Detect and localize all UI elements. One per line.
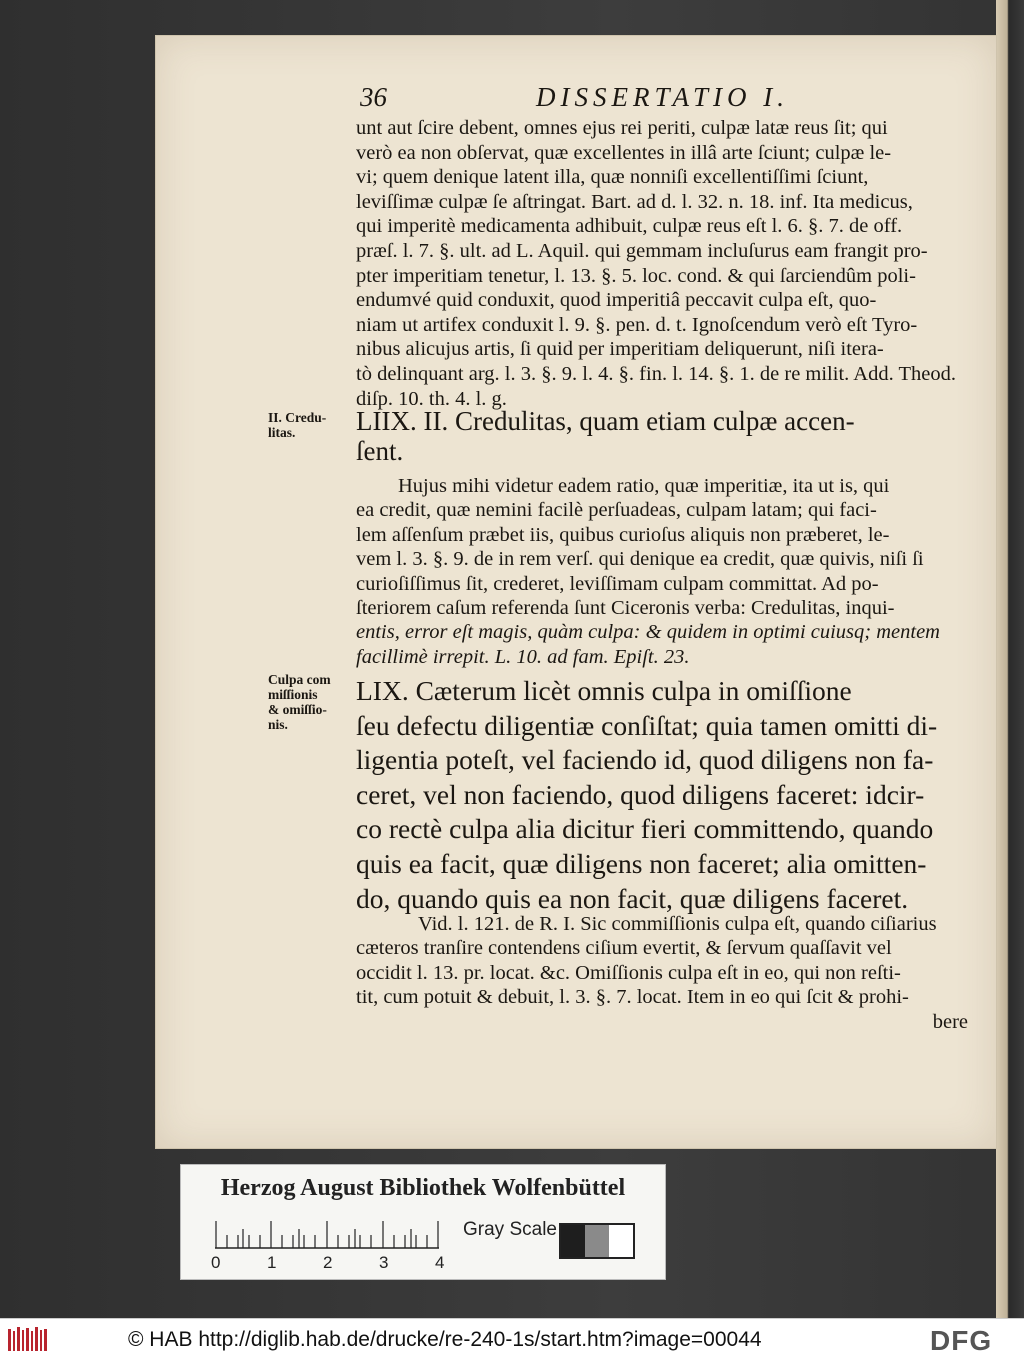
text-line: leviſſimæ culpæ ſe aſtringat. Bart. ad d. l. 32. n. 18. inf. Ita medicus, [356, 190, 913, 213]
heading-line: ligentia poteſt, vel faciendo id, quod diligens non fa- [356, 744, 934, 776]
text-line: verò ea non obſervat, quæ excellentes in illâ arte ſciunt; culpæ le- [356, 141, 892, 164]
margin-note-line: Culpa com [268, 672, 331, 687]
library-color-card [180, 1164, 666, 1280]
ruler-number: 1 [267, 1253, 277, 1272]
margin-note-line: litas. [268, 425, 296, 440]
heading-line: LIIX. II. Credulitas, quam etiam culpæ accen- [356, 406, 855, 436]
text-line: curioſiſſimus ſit, crederet, leviſſimam culpam committat. Ad po- [356, 572, 879, 595]
text-line: Vid. l. 121. de R. I. Sic commiſſionis culpa eſt, quando ciſiarius [418, 913, 937, 935]
margin-note-line: nis. [268, 717, 288, 732]
gray-swatch-mid [585, 1225, 609, 1257]
gray-swatch-light [609, 1225, 633, 1257]
running-head [360, 82, 820, 112]
section-body-liix [356, 474, 976, 669]
text-line: tit, cum potuit & debuit, l. 3. §. 7. locat. Item in eo qui ſcit & prohi- [356, 986, 909, 1009]
text-line: entis, error eſt magis, quàm culpa: & quidem in optimi cuiusq; mentem [356, 621, 940, 644]
ruler-number: 3 [379, 1253, 389, 1272]
gray-swatch-dark [561, 1225, 585, 1257]
section-heading-lix [356, 674, 976, 916]
ruler-number: 2 [323, 1253, 333, 1272]
catchword: bere [932, 1010, 968, 1033]
running-head-title: DISSERTATIO I. [536, 82, 789, 112]
text-line: facillimè irrepit. L. 10. ad fam. Epiſt. 23. [356, 645, 690, 668]
text-line: endumvé quid conduxit, quod imperitiâ peccavit culpa eſt, quo- [356, 289, 877, 312]
heading-line: ceret, vel non faciendo, quod diligens faceret: idcir- [356, 778, 925, 810]
gray-scale-swatch [559, 1223, 635, 1259]
paragraph-continuation [356, 116, 976, 411]
text-line: ea credit, quæ nemini facilè perſuadeas, culpam latam; qui faci- [356, 499, 877, 522]
margin-note-line: & omiſſio- [268, 702, 327, 717]
text-line: lem aſſenſum præbet iis, quibus curioſus aliquis non præberet, le- [356, 523, 890, 546]
text-line: nibus alicujus artis, ſi quid per imperitiam deliquerunt, niſi itera- [356, 338, 884, 361]
gray-scale-label: Gray Scale [463, 1219, 557, 1240]
heading-line: ſent. [356, 436, 404, 466]
text-line: præſ. l. 7. §. ult. ad L. Aquil. qui gemmam incluſurus eam frangit pro- [356, 239, 928, 262]
ruler-number: 0 [211, 1253, 221, 1272]
text-line: occidit l. 13. pr. locat. &c. Omiſſionis culpa eſt in eo, qui non reſti- [356, 961, 901, 984]
margin-note-credulitas [268, 410, 354, 440]
heading-line: co rectè culpa alia dicitur fieri committendo, quando [356, 813, 934, 845]
text-line: diſp. 10. th. 4. l. g. [356, 387, 507, 410]
text-line: ſteriorem caſum referenda ſunt Ciceronis verba: Credulitas, inqui- [356, 597, 895, 620]
copyright-url[interactable]: © HAB http://diglib.hab.de/drucke/re-240-1s/start.htm?image=00044 [128, 1328, 762, 1351]
library-name: Herzog August Bibliothek Wolfenbüttel [220, 1175, 626, 1201]
heading-line: LIX. Cæterum licèt omnis culpa in omiſſione [356, 675, 852, 706]
ruler-numbers [203, 1253, 463, 1273]
heading-line: ſeu defectu diligentiæ conſiſtat; quia tamen omitti di- [356, 709, 938, 741]
heading-line: quis ea facit, quæ diligens non faceret; alia omitten- [356, 847, 927, 879]
margin-note-line: miſſionis [268, 687, 318, 702]
margin-note-culpa-commissionis [268, 672, 354, 732]
text-line: cæteros tranſire contendens ciſium evertit, & ſervum quaſſavit vel [356, 937, 892, 960]
text-line: Hujus mihi videtur eadem ratio, quæ imperitiæ, ita ut is, qui [398, 475, 890, 497]
section-body-lix [356, 912, 976, 1034]
ruler-number: 4 [435, 1253, 445, 1272]
text-line: vem l. 3. §. 9. de in rem verſ. qui denique ea credit, quæ quivis, niſi ſi [356, 548, 924, 571]
text-line: pter imperitiam tenetur, l. 13. §. 5. loc. cond. & qui ſarciendûm poli- [356, 264, 916, 287]
section-heading-liix [356, 406, 976, 466]
margin-note-line: II. Credu- [268, 410, 327, 425]
ruler-scale [215, 1221, 439, 1249]
book-edge [996, 0, 1024, 1318]
text-line: niam ut artifex conduxit l. 9. §. pen. d. t. Ignoſcendum verò eſt Tyro- [356, 313, 918, 336]
text-line: tò delinquant arg. l. 3. §. 9. l. 4. §. fin. l. 14. §. 1. de re milit. Add. Theod. [356, 362, 956, 385]
text-line: unt aut ſcire debent, omnes ejus rei periti, culpæ latæ reus ſit; qui [356, 117, 888, 139]
text-line: vi; quem denique latent illa, quæ nonniſi excellentiſſimi ſciunt, [356, 166, 869, 189]
footer-bar [0, 1318, 1024, 1362]
dfg-logo: DFG [930, 1325, 993, 1356]
heading-line: do, quando quis ea non facit, quæ diligens faceret. [356, 882, 909, 914]
library-bars-icon [8, 1327, 48, 1353]
text-line: qui imperitè medicamenta adhibuit, culpæ reus eſt l. 6. §. 7. de off. [356, 215, 903, 238]
page-number: 36 [360, 82, 387, 112]
